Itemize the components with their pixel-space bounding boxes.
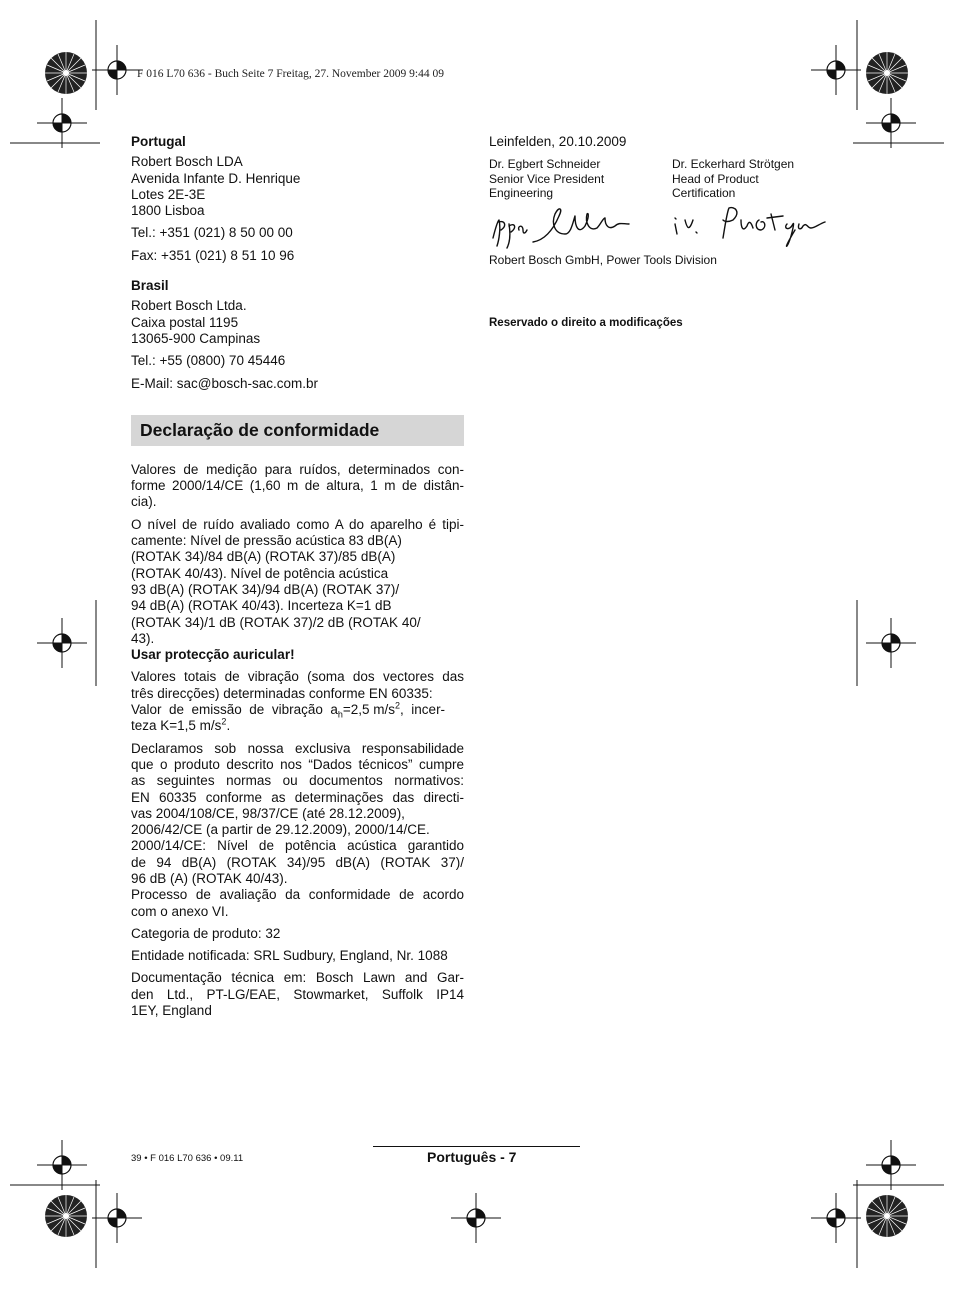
page-number: Português - 7 <box>427 1149 517 1165</box>
text-line: Processo de avaliação da conformidade de acordo <box>131 887 464 903</box>
signer-title: Head of Product <box>672 171 759 186</box>
division-name: Robert Bosch GmbH, Power Tools Division <box>489 253 717 267</box>
text-line: 2006/42/CE (a partir de 29.12.2009), 2000/14/CE. <box>131 822 430 838</box>
text-line: de 94 dB(A) (ROTAK 34)/95 dB(A) (ROTAK 37)/ <box>131 854 464 870</box>
text-line: três direcções) determinadas conforme EN 60335: <box>131 685 433 701</box>
signer-dept: Certification <box>672 186 736 201</box>
registration-crosshair-icon <box>811 1193 861 1243</box>
vibration-value-line: Valor de emissão de vibração $a_h=2,5$ $m/s^2$, incer- <box>131 700 446 720</box>
address-line: Lotes 2E-3E <box>131 186 206 202</box>
text-line: 2000/14/CE: Nível de potência acústica garantido <box>131 838 464 854</box>
signer-name: Dr. Eckerhard Strötgen <box>672 157 795 171</box>
address-line: Robert Bosch LDA <box>131 154 243 170</box>
address-line: 1800 Lisboa <box>131 203 205 219</box>
text-line: que o produto descrito nos “Dados técnicos” cumpre <box>131 756 464 772</box>
print-header: F 016 L70 636 - Buch Seite 7 Freitag, 27. November 2009 9:44 09 <box>137 68 444 80</box>
place-date: Leinfelden, 20.10.2009 <box>489 134 627 149</box>
registration-crosshair-icon <box>451 1193 501 1243</box>
registration-crosshair-icon <box>37 1140 87 1190</box>
text-line: Declaramos sob nossa exclusiva responsabilidade <box>131 740 464 756</box>
text-line: camente: Nível de pressão acústica 83 dB(A) <box>131 533 402 549</box>
starburst-target-icon <box>45 1195 87 1237</box>
brasil-tel: Tel.: +55 (0800) 70 45446 <box>131 353 286 369</box>
product-category: Categoria de produto: 32 <box>131 925 281 941</box>
portugal-heading: Portugal <box>131 134 186 149</box>
text-line: 43). <box>131 630 155 646</box>
notified-body: Entidade notificada: SRL Sudbury, England, Nr. 1088 <box>131 948 448 964</box>
portugal-fax: Fax: +351 (021) 8 51 10 96 <box>131 247 295 263</box>
registration-crosshair-icon <box>37 618 87 668</box>
registration-crosshair-icon <box>92 1193 142 1243</box>
text-line: 96 dB (A) (ROTAK 40/43). <box>131 870 288 886</box>
reserved-rights-note: Reservado o direito a modificações <box>489 317 683 329</box>
address-line: Caixa postal 1195 <box>131 314 239 330</box>
address-line: Avenida Infante D. Henrique <box>131 170 301 186</box>
signer-name: Dr. Egbert Schneider <box>489 157 601 171</box>
text-line: forme 2000/14/CE (1,60 m de altura, 1 m de distân- <box>131 478 464 494</box>
text-line: 94 dB(A) (ROTAK 40/43). Incerteza K=1 dB <box>131 598 392 614</box>
text-line: com o anexo VI. <box>131 903 229 919</box>
address-line: Robert Bosch Ltda. <box>131 298 247 314</box>
text-line: 93 dB(A) (ROTAK 34)/94 dB(A) (ROTAK 37)/ <box>131 581 400 597</box>
footer-code: 39 • F 016 L70 636 • 09.11 <box>131 1153 244 1164</box>
registration-crosshair-icon <box>866 98 916 148</box>
text-line: Valores totais de vibração (soma dos vectores das <box>131 669 464 685</box>
text-line: cia). <box>131 494 157 510</box>
signer-title: Senior Vice President <box>489 171 605 186</box>
declaration-title: Declaração de conformidade <box>131 415 464 446</box>
starburst-target-icon <box>866 52 908 94</box>
address-line: 13065-900 Campinas <box>131 330 261 346</box>
text-line: 1EY, England <box>131 1003 212 1019</box>
registration-crosshair-icon <box>92 45 142 95</box>
text-line: (ROTAK 34)/84 dB(A) (ROTAK 37)/85 dB(A) <box>131 549 396 565</box>
signer-dept: Engineering <box>489 186 554 201</box>
brasil-email: E-Mail: sac@bosch-sac.com.br <box>131 375 319 391</box>
text-line: den Ltd., PT-LG/EAE, Stowmarket, Suffolk IP14 <box>131 986 464 1002</box>
text-line: (ROTAK 40/43). Nível de potência acústica <box>131 565 389 581</box>
registration-crosshair-icon <box>811 45 861 95</box>
starburst-target-icon <box>866 1195 908 1237</box>
text-line: Valores de medição para ruídos, determinados con- <box>131 461 464 477</box>
portugal-tel: Tel.: +351 (021) 8 50 00 00 <box>131 225 293 241</box>
registration-crosshair-icon <box>866 618 916 668</box>
text-line: EN 60335 conforme as determinações das directi- <box>131 789 464 805</box>
registration-crosshair-icon <box>866 1140 916 1190</box>
registration-crosshair-icon <box>37 98 87 148</box>
brasil-heading: Brasil <box>131 278 169 294</box>
text-line: Documentação técnica em: Bosch Lawn and Gar- <box>131 970 464 986</box>
text-line: vas 2004/108/CE, 98/37/CE (até 28.12.2009), <box>131 805 405 821</box>
text-line: O nível de ruído avaliado como A do aparelho é tipi- <box>131 516 464 532</box>
text-line: (ROTAK 34)/1 dB (ROTAK 37)/2 dB (ROTAK 40/ <box>131 614 421 630</box>
uncertainty-line: teza K=1,5 $m/s^2$. <box>131 716 231 734</box>
hearing-protection-warning: Usar protecção auricular! <box>131 647 295 663</box>
text-line: as seguintes normas ou documentos normativos: <box>131 773 464 789</box>
starburst-target-icon <box>45 52 87 94</box>
